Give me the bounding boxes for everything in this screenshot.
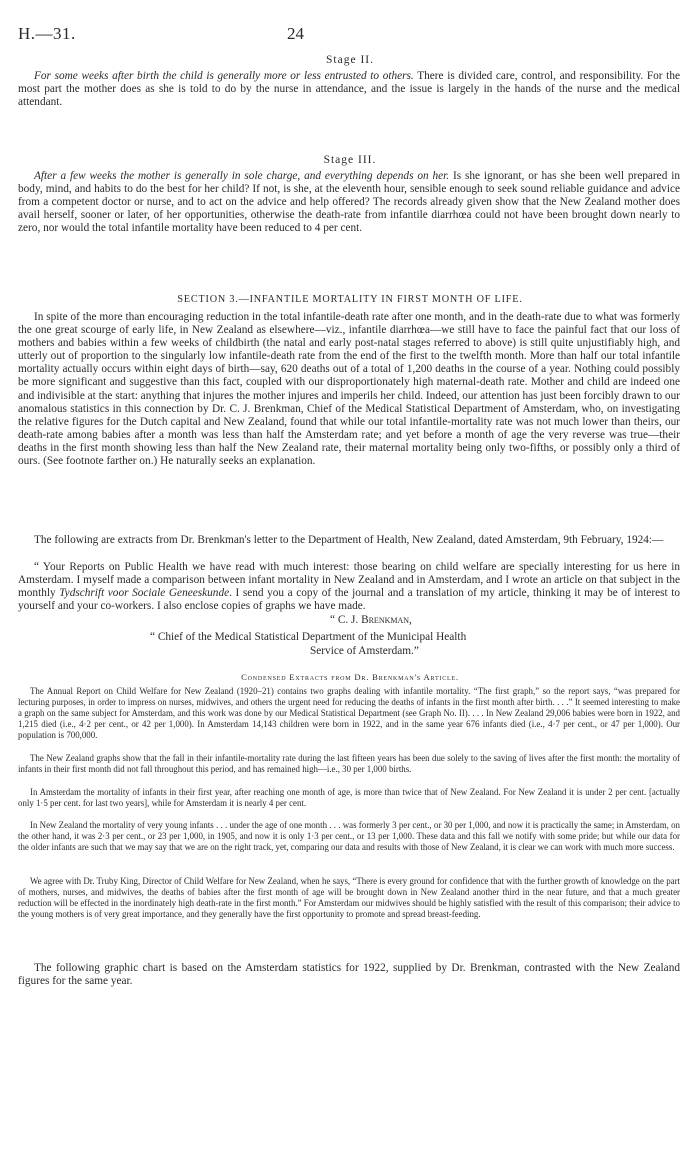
stage-3-heading: Stage III.	[323, 154, 377, 166]
brenkman-letter	[18, 561, 680, 613]
stage-3-lead: After a few weeks the mother is generally in sole charge, and everything depends on her.	[34, 170, 450, 182]
closing-paragraph: The following graphic chart is based on the Amsterdam statistics for 1922, supplied by Dr. Brenkman, contrasted with the New Zealand figures for the same year.	[18, 962, 680, 988]
extract-paragraph-2: The New Zealand graphs show that the fall in their infantile-mortality rate during the last fifteen years has been due solely to the saving of lives after the first month: the mortality of infants in their first month did not fall throughout this period, and has remained high—i.e., 30 per 1,000 births.	[18, 753, 680, 774]
section-3-heading: SECTION 3.—INFANTILE MORTALITY IN FIRST MONTH OF LIFE.	[177, 294, 523, 305]
stage-2-heading: Stage II.	[326, 54, 374, 66]
journal-title: Tydschrift voor Sociale Geneeskunde	[59, 587, 230, 600]
extract-paragraph-3: In Amsterdam the mortality of infants in their first year, after reaching one month of age, is more than twice that of New Zealand. For New Zealand it is under 2 per cent. [actually only 1·5 per cent. for last two years], while for Amsterdam it is nearly 4 per cent.	[18, 787, 680, 808]
extract-paragraph-1: The Annual Report on Child Welfare for New Zealand (1920–21) contains two graphs dealing with infantile mortality. “The first graph,” so the report says, “was prepared for lecturing purposes, in order to impress on nurses, midwives, and others the urgent need for reducing the deaths of infants in the first month after birth. . . .” It seemed interesting to make a graph on the same subject for Amsterdam, and this work was done by our Medical Statistical Department (see Graph No. II). . . . In New Zealand 29,006 babies were born in 1922, and 1,215 died (i.e., 4·2 per cent., or 42 per 1,000). In Amsterdam 14,143 children were born in 1922, and in the same year 676 infants died (i.e., 4·7 per cent., or 47 per 1,000). Our population is 700,000.	[18, 686, 680, 740]
section-3-paragraph-1: In spite of the more than encouraging reduction in the total infantile-death rate after one month, and in the death-rate due to what was formerly the one great scourge of early life, in New Zealand as elsewhere—viz., infantile diarrhœa—we still have to face the painful fact that our loss of mothers and babies within a few weeks of childbirth (the natal and early post-natal stages referred to above) is still quite unjustifiably high, and utterly out of proportion to the singularly low infantile-death rate from the end of the first to the twelfth month. More than half our total infantile mortality actually occurs within eight days of birth—say, 620 deaths out of a total of 1,200 deaths in the course of a year. Nothing could possibly be more significant and suggestive than this fact, coupled with our disproportionately high maternal-death rate. Mother and child are indeed one and indivisible at the start: anything that injures the mother injures and imperils her child. Indeed, our attention has just been forcibly drawn to our anomalous statistics in this connection by Dr. C. J. Brenkman, Chief of the Medical Statistical Department of Amsterdam, who, on investigating the relative figures for the Dutch capital and New Zealand, found that while our total infantile-mortality rate was not much lower than theirs, our death-rate among babies after a month was less than half the Amsterdam rate; and yet before a month of age the very reverse was true—their deaths in the first month showing less than half the New Zealand rate, their maternal mortality being only two-fifths, or possibly only a third of ours. (See footnote farther on.) He naturally seeks an explanation.	[18, 311, 680, 468]
stage-2-paragraph	[18, 70, 680, 109]
extract-paragraph-5: We agree with Dr. Truby King, Director of Child Welfare for New Zealand, when he says, “There is every ground for confidence that with the further growth of knowledge on the part of mothers, nurses, and midwives, the deaths of babies after the first month of age will be brought down in New Zealand another third in the near future, and that a much greater reduction will be effected in the inordinately high death-rate in the first month.” For Amsterdam our midwives should be highly satisfied with the result of this comparison; their advice to the young mothers is of very great importance, and they generally have the first opportunity to promote and spread breast-feeding.	[18, 876, 680, 919]
section-3-paragraph-2: The following are extracts from Dr. Brenkman's letter to the Department of Health, New Zealand, dated Amsterdam, 9th February, 1924:—	[34, 534, 664, 546]
stage-3-paragraph	[18, 170, 680, 235]
stage-2-text: There is divided care, control, and responsibility. For the most part the mother does as she is told to do by the nurse in attendance, and the issue is largely in the hands of the nurse and the medical attendant.	[18, 70, 680, 109]
page-number: 24	[287, 24, 304, 43]
stage-3-text: Is she ignorant, or has she been well prepared in body, mind, and habits to do the best for her child? If not, is she, at the eleventh hour, sensible enough to seek sound reliable guidance and advice from a competent doctor or nurse, and to act on the advice and help offered? The records already given show that the New Zealand mother does avail herself, sooner or later, of her opportunities, otherwise the death-rate from infantile diarrhœa could not have been brought down nearly to zero, nor would the total infantile mortality have been reduced to 4 per cent.	[18, 170, 680, 235]
extracts-heading: Condensed Extracts from Dr. Brenkman's Article.	[241, 672, 459, 682]
signature-title-line-2: Service of Amsterdam.”	[310, 645, 419, 657]
stage-2-lead: For some weeks after birth the child is generally more or less entrusted to others.	[34, 70, 414, 82]
signature-title-line-1: “ Chief of the Medical Statistical Department of the Municipal Health	[150, 631, 467, 643]
extract-paragraph-4: In New Zealand the mortality of very young infants . . . under the age of one month . . . was formerly 3 per cent., or 30 per 1,000, and now it is practically the same; in Amsterdam, on the other hand, it was 2·3 per cent., or 23 per 1,000, in 1905, and now it is only 1·3 per cent., or 13 per 1,000. These data and this fall we notify with some pride; but while our data for the older infants are such that we may say that we are on the right track, yet, comparing our data and results with those of New Zealand, it is clear we can work with much more success.	[18, 820, 680, 852]
letter-text-1: “ Your Reports on Public Health we have read with much interest: those bearing on child welfare are specially interesting for us here in Amsterdam. I myself made a comparison between infant mortality in New Zealand and in Amsterdam, and I wrote an article on that subject in the monthly	[18, 561, 680, 600]
report-reference: H.—31.	[18, 24, 76, 43]
signature-name: “ C. J. Brenkman,	[330, 614, 412, 626]
letter-text-2: . I send you a copy of the journal and a translation of my article, thinking it may be of interest to yourself and your co-workers. I also enclose copies of graphs we have made.	[18, 587, 680, 613]
